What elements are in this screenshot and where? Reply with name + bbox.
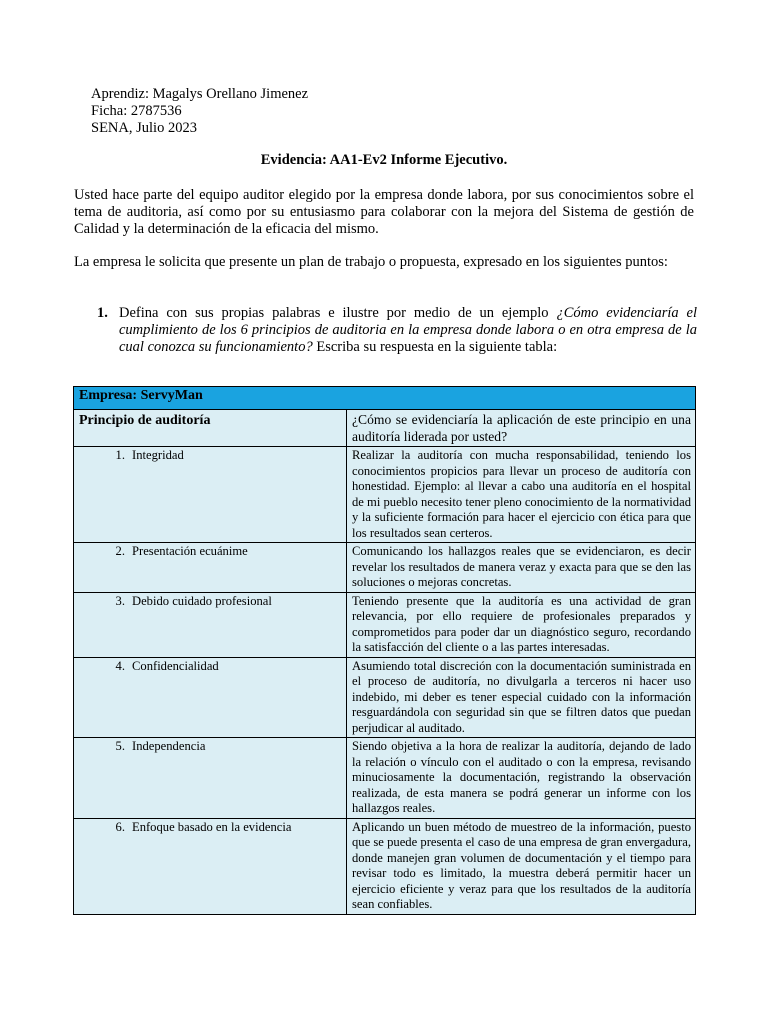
col-evidence-header: ¿Cómo se evidenciaría la aplicación de este principio en una auditoría liderada por usted? xyxy=(347,410,696,447)
intro-paragraph: Usted hace parte del equipo auditor elegido por la empresa donde labora, por sus conocimientos sobre el tema de auditoria, así como por su entusiasmo para colaborar con la mejora del Sistema de gestión de Calidad y la determinación de la eficacia del mismo. xyxy=(74,187,694,237)
header-row xyxy=(74,410,696,447)
answer-cell: Aplicando un buen método de muestreo de la información, puesto que se puede presenta el caso de una empresa de gran envergadura, donde manejen gran volumen de documentación y el tiempo para revisar todo es limitado, la muestra deberá permitir hacer un ejercicio eficiente y veraz para que los resultados de la auditoría sean confiables. xyxy=(347,818,696,914)
answer-cell: Teniendo presente que la auditoría es una actividad de gran relevancia, por ello requiere de profesionales preparados y comprometidos para poder dar un diagnóstico seguro, recordando la satisfacción del cliente o a las partes interesadas. xyxy=(347,592,696,657)
principle-cell xyxy=(74,592,347,657)
principle-number: 5. xyxy=(115,739,125,753)
principle-name: Presentación ecuánime xyxy=(132,544,248,558)
principle-number: 6. xyxy=(115,819,125,834)
principle-name: Independencia xyxy=(132,739,206,753)
table-row xyxy=(74,592,696,657)
principle-number: 4. xyxy=(115,658,125,673)
question-tail: Escriba su respuesta en la siguiente tabla: xyxy=(312,339,558,355)
principle-name: Enfoque basado en la evidencia xyxy=(132,819,292,834)
table-row xyxy=(74,818,696,914)
principle-cell xyxy=(74,738,347,819)
principle-name: Debido cuidado profesional xyxy=(132,593,272,608)
company-row xyxy=(74,387,696,410)
principle-cell xyxy=(74,447,347,543)
answer-cell: Asumiendo total discreción con la documentación suministrada en el proceso de auditoría, no divulgarla a terceros ni hacer uso indebido, mi deber es tener especial cuidado con la información resguardándola con seguridad sin que se filtren datos que puedan perjudicar al auditado. xyxy=(347,657,696,738)
question-text xyxy=(119,305,697,356)
table-row xyxy=(74,657,696,738)
principle-cell xyxy=(74,543,347,593)
principle-name: Integridad xyxy=(132,448,184,462)
document-title: Evidencia: AA1-Ev2 Informe Ejecutivo. xyxy=(260,152,508,168)
author-header xyxy=(91,86,308,137)
principle-cell xyxy=(74,818,347,914)
ficha-number: Ficha: 2787536 xyxy=(91,103,182,119)
table-row xyxy=(74,738,696,819)
question-1 xyxy=(97,305,697,356)
request-paragraph: La empresa le solicita que presente un plan de trabajo o propuesta, expresado en los siguientes puntos: xyxy=(74,254,668,270)
learner-name: Aprendiz: Magalys Orellano Jimenez xyxy=(91,86,309,102)
question-lead: Defina con sus propias palabras e ilustre por medio de un ejemplo xyxy=(119,305,557,321)
principle-number: 1. xyxy=(115,448,125,462)
company-name: Empresa: ServyMan xyxy=(74,387,696,410)
answer-cell: Realizar la auditoría con mucha responsabilidad, teniendo los conocimientos propicios para llevar un proceso de auditoría con honestidad. Ejemplo: al llevar a cabo una auditoría en el hospital de mi pueblo necesito tener pleno conocimiento de la normatividad y la suficiente formación para hacer el ejercicio con ética para que los resultados sean certeros. xyxy=(347,447,696,543)
institution-date: SENA, Julio 2023 xyxy=(91,120,197,136)
question-italic: ¿Cómo evidenciaría el cumplimiento de los 6 principios de auditoria en la empresa donde labora o en otra empresa de la cual conozca su funcionamiento? xyxy=(119,305,697,355)
answer-cell: Comunicando los hallazgos reales que se evidenciaron, es decir revelar los resultados de manera veraz y exacta para que se den las soluciones o mejoras concretas. xyxy=(347,543,696,593)
principle-number: 2. xyxy=(115,544,125,558)
table-row xyxy=(74,447,696,543)
answer-cell: Siendo objetiva a la hora de realizar la auditoría, dejando de lado la relación o vínculo con el auditado o con la empresa, revisando minuciosamente la documentación, registrando la observación realizada, de esta manera se podrá generar un informe con los hallazgos reales. xyxy=(347,738,696,819)
audit-principles-table xyxy=(73,386,696,915)
principle-cell xyxy=(74,657,347,738)
col-principle-header: Principio de auditoría xyxy=(74,410,347,447)
table-row xyxy=(74,543,696,593)
question-number: 1. xyxy=(97,305,108,321)
principle-number: 3. xyxy=(115,593,125,608)
principle-name: Confidencialidad xyxy=(132,658,219,673)
